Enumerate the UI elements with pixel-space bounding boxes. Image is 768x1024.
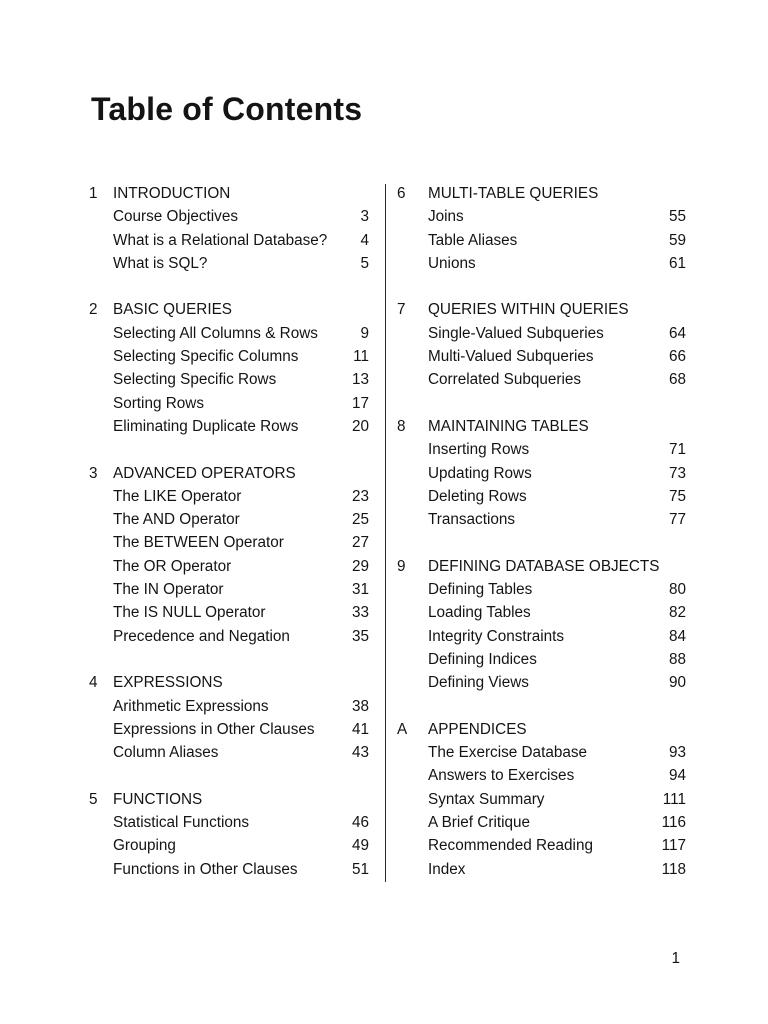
entry-title: Integrity Constraints bbox=[428, 627, 565, 645]
entry-page-number: 41 bbox=[351, 720, 369, 738]
toc-entry bbox=[89, 695, 369, 718]
entry-page-number: 20 bbox=[351, 418, 369, 435]
entry-page-number: 11 bbox=[353, 348, 369, 366]
toc-entry bbox=[89, 415, 369, 438]
entry-title: Functions in Other Clauses bbox=[113, 860, 298, 878]
toc-entry bbox=[89, 718, 369, 741]
toc-entry bbox=[89, 252, 369, 275]
section-title: BASIC QUERIES bbox=[113, 301, 233, 319]
entry-title: Inserting Rows bbox=[428, 441, 530, 459]
section-number: 5 bbox=[89, 790, 98, 808]
toc-entry bbox=[397, 858, 686, 881]
entry-page-number: 61 bbox=[668, 254, 686, 272]
entry-title: Defining Indices bbox=[428, 650, 537, 668]
section-heading bbox=[397, 182, 686, 205]
toc-right-column bbox=[397, 182, 686, 904]
entry-title: Multi-Valued Subqueries bbox=[428, 348, 594, 366]
entry-title: What is a Relational Database? bbox=[113, 231, 328, 249]
toc-entry bbox=[89, 555, 369, 578]
toc-entry bbox=[89, 811, 369, 834]
section-title: ADVANCED OPERATORS bbox=[113, 464, 296, 482]
toc-section bbox=[89, 298, 369, 438]
toc-entry bbox=[397, 252, 686, 275]
entry-title: Sorting Rows bbox=[113, 394, 204, 412]
section-heading bbox=[397, 555, 686, 578]
toc-entry bbox=[397, 438, 686, 461]
entry-page-number: 73 bbox=[668, 464, 686, 482]
toc-section bbox=[89, 788, 369, 881]
toc-entry bbox=[397, 764, 686, 787]
toc-entry bbox=[89, 531, 369, 554]
section-number: 4 bbox=[89, 674, 98, 692]
entry-title: The Exercise Database bbox=[428, 744, 587, 761]
entry-page-number: 88 bbox=[668, 650, 686, 668]
toc-entry bbox=[89, 322, 369, 345]
entry-title: Selecting All Columns & Rows bbox=[113, 324, 318, 342]
entry-page-number: 118 bbox=[661, 860, 686, 878]
toc-entry bbox=[89, 601, 369, 624]
toc-entry bbox=[89, 508, 369, 531]
entry-title: Defining Tables bbox=[428, 580, 533, 598]
column-divider bbox=[385, 184, 386, 882]
toc-entry bbox=[89, 368, 369, 391]
entry-title: Arithmetic Expressions bbox=[113, 697, 269, 715]
toc-left-column bbox=[89, 182, 369, 904]
entry-title: What is SQL? bbox=[113, 254, 208, 272]
toc-entry bbox=[397, 205, 686, 228]
toc-section bbox=[397, 298, 686, 391]
toc-entry bbox=[89, 625, 369, 648]
entry-title: The BETWEEN Operator bbox=[113, 534, 284, 552]
entry-page-number: 71 bbox=[668, 441, 686, 459]
toc-entry bbox=[397, 368, 686, 391]
entry-title: The IN Operator bbox=[113, 581, 224, 599]
entry-title: The IS NULL Operator bbox=[113, 604, 266, 622]
toc-entry bbox=[89, 578, 369, 601]
section-heading bbox=[89, 462, 369, 485]
entry-page-number: 75 bbox=[668, 487, 686, 505]
entry-title: Defining Views bbox=[428, 674, 529, 692]
entry-title: Answers to Exercises bbox=[428, 767, 575, 785]
toc-entry bbox=[89, 485, 369, 508]
section-heading bbox=[397, 718, 686, 741]
entry-page-number: 77 bbox=[668, 511, 686, 529]
entry-title: Correlated Subqueries bbox=[428, 371, 582, 389]
entry-page-number: 29 bbox=[351, 557, 369, 575]
page-title: Table of Contents bbox=[91, 91, 363, 127]
section-title: EXPRESSIONS bbox=[113, 674, 223, 692]
section-title: QUERIES WITHIN QUERIES bbox=[428, 301, 629, 319]
toc-section bbox=[89, 671, 369, 764]
page-number: 1 bbox=[671, 950, 680, 967]
entry-title: Column Aliases bbox=[113, 744, 219, 762]
entry-page-number: 25 bbox=[351, 511, 369, 529]
entry-title: The LIKE Operator bbox=[113, 487, 242, 505]
toc-section bbox=[397, 415, 686, 532]
section-heading bbox=[397, 415, 686, 438]
toc-entry bbox=[397, 229, 686, 252]
toc-section bbox=[397, 555, 686, 695]
entry-page-number: 31 bbox=[351, 581, 369, 599]
entry-page-number: 46 bbox=[351, 813, 369, 831]
entry-page-number: 68 bbox=[668, 371, 686, 389]
entry-title: Index bbox=[428, 860, 466, 878]
entry-page-number: 35 bbox=[351, 627, 369, 645]
entry-title: Updating Rows bbox=[428, 464, 532, 482]
entry-page-number: 90 bbox=[668, 674, 686, 692]
entry-page-number: 84 bbox=[668, 627, 686, 645]
toc-section bbox=[89, 182, 369, 275]
toc-entry bbox=[397, 811, 686, 834]
entry-title: Selecting Specific Columns bbox=[113, 348, 299, 366]
toc-entry bbox=[397, 578, 686, 601]
toc-entry bbox=[397, 648, 686, 671]
section-number: 7 bbox=[397, 301, 406, 319]
entry-title: Selecting Specific Rows bbox=[113, 371, 277, 389]
section-title: MAINTAINING TABLES bbox=[428, 417, 589, 435]
section-number: 6 bbox=[397, 185, 406, 202]
section-number: 1 bbox=[89, 185, 98, 202]
section-number: 8 bbox=[397, 417, 406, 435]
entry-title: Deleting Rows bbox=[428, 487, 527, 505]
entry-title: The AND Operator bbox=[113, 511, 240, 529]
entry-title: Syntax Summary bbox=[428, 790, 545, 808]
entry-page-number: 9 bbox=[360, 324, 369, 342]
entry-page-number: 13 bbox=[351, 371, 369, 389]
entry-title: Expressions in Other Clauses bbox=[113, 720, 315, 738]
toc-entry bbox=[89, 392, 369, 415]
entry-page-number: 94 bbox=[668, 767, 686, 785]
toc-entry bbox=[89, 229, 369, 252]
entry-title: Course Objectives bbox=[113, 208, 238, 226]
entry-title: Eliminating Duplicate Rows bbox=[113, 418, 299, 435]
entry-page-number: 43 bbox=[351, 744, 369, 762]
entry-page-number: 93 bbox=[668, 744, 686, 761]
toc-entry bbox=[89, 205, 369, 228]
entry-page-number: 51 bbox=[351, 860, 369, 878]
entry-page-number: 64 bbox=[668, 324, 686, 342]
section-number: 2 bbox=[89, 301, 98, 319]
entry-page-number: 116 bbox=[661, 813, 686, 831]
entry-page-number: 82 bbox=[668, 604, 686, 622]
section-title: MULTI-TABLE QUERIES bbox=[428, 185, 599, 202]
entry-title: Transactions bbox=[428, 511, 516, 529]
toc-entry bbox=[397, 601, 686, 624]
entry-title: Table Aliases bbox=[428, 231, 518, 249]
toc-entry bbox=[397, 788, 686, 811]
toc-entry bbox=[397, 345, 686, 368]
entry-page-number: 23 bbox=[351, 487, 369, 505]
entry-page-number: 4 bbox=[360, 231, 369, 249]
entry-page-number: 33 bbox=[351, 604, 369, 622]
section-heading bbox=[397, 298, 686, 321]
entry-page-number: 27 bbox=[351, 534, 369, 552]
section-number: A bbox=[397, 720, 408, 738]
toc-entry bbox=[89, 834, 369, 857]
section-number: 3 bbox=[89, 464, 98, 482]
toc-entry bbox=[397, 508, 686, 531]
entry-page-number: 117 bbox=[661, 837, 686, 855]
entry-page-number: 38 bbox=[351, 697, 369, 715]
entry-page-number: 17 bbox=[351, 394, 369, 412]
section-heading bbox=[89, 182, 369, 205]
toc-section bbox=[397, 182, 686, 275]
section-title: FUNCTIONS bbox=[113, 790, 203, 808]
entry-title: The OR Operator bbox=[113, 557, 232, 575]
toc-entry bbox=[397, 741, 686, 764]
toc-entry bbox=[397, 322, 686, 345]
entry-title: Loading Tables bbox=[428, 604, 531, 622]
section-title: INTRODUCTION bbox=[113, 185, 231, 202]
toc-entry bbox=[397, 834, 686, 857]
toc-entry bbox=[397, 462, 686, 485]
section-heading bbox=[89, 788, 369, 811]
toc-entry bbox=[89, 345, 369, 368]
toc-section bbox=[397, 718, 686, 881]
toc-entry bbox=[397, 485, 686, 508]
section-heading bbox=[89, 671, 369, 694]
section-heading bbox=[89, 298, 369, 321]
entry-page-number: 49 bbox=[351, 837, 369, 855]
toc-entry bbox=[89, 741, 369, 764]
entry-title: Joins bbox=[428, 208, 464, 226]
entry-title: A Brief Critique bbox=[428, 813, 531, 831]
entry-title: Unions bbox=[428, 254, 476, 272]
entry-page-number: 59 bbox=[668, 231, 686, 249]
section-number: 9 bbox=[397, 557, 406, 575]
toc-entry bbox=[397, 625, 686, 648]
entry-title: Recommended Reading bbox=[428, 837, 593, 855]
entry-title: Single-Valued Subqueries bbox=[428, 324, 604, 342]
entry-page-number: 5 bbox=[360, 254, 369, 272]
toc-entry bbox=[89, 858, 369, 881]
toc-entry bbox=[397, 671, 686, 694]
entry-page-number: 66 bbox=[668, 348, 686, 366]
entry-page-number: 80 bbox=[668, 580, 686, 598]
entry-title: Precedence and Negation bbox=[113, 627, 290, 645]
toc-section bbox=[89, 462, 369, 649]
section-title: APPENDICES bbox=[428, 720, 527, 738]
entry-page-number: 3 bbox=[360, 208, 369, 226]
entry-page-number: 55 bbox=[668, 208, 686, 226]
entry-page-number: 111 bbox=[662, 790, 686, 808]
entry-title: Statistical Functions bbox=[113, 813, 250, 831]
entry-title: Grouping bbox=[113, 837, 176, 855]
section-title: DEFINING DATABASE OBJECTS bbox=[428, 557, 660, 575]
